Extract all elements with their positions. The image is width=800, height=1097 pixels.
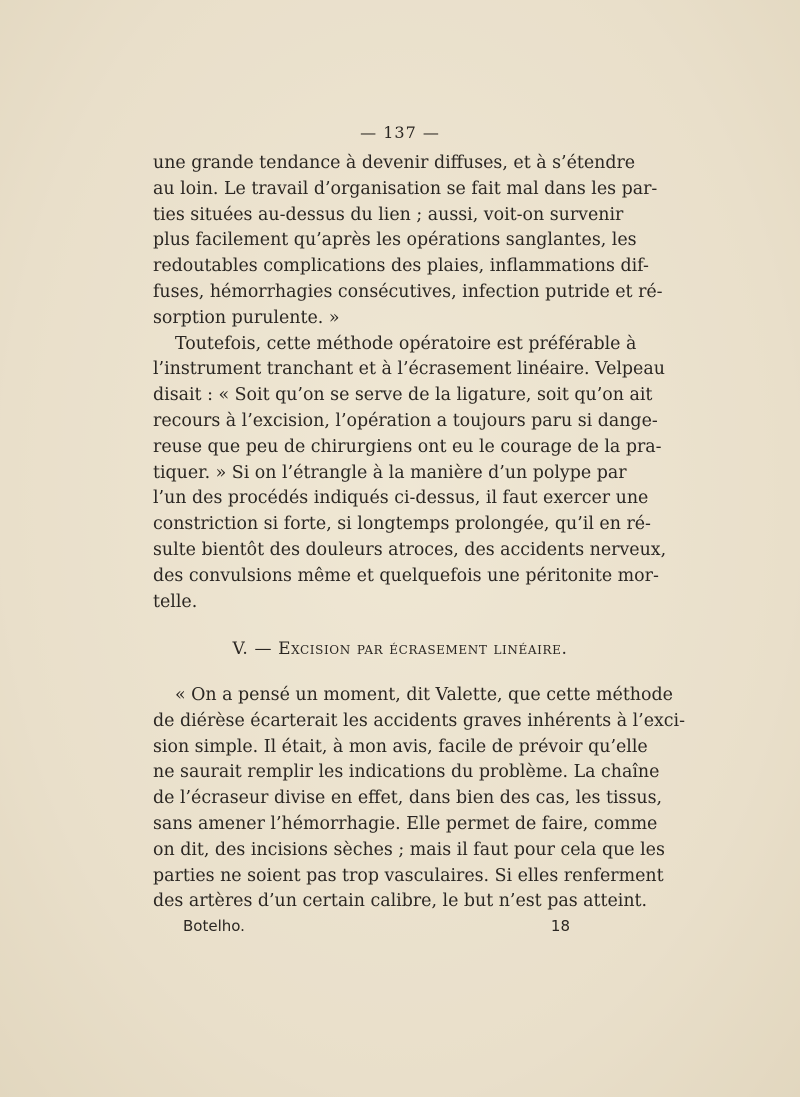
paragraph-line: une grande tendance à devenir diffuses, et à s’étendre [153, 153, 636, 173]
paragraph-line: recours à l’excision, l’opération a toujours paru si dange- [153, 410, 658, 431]
paragraph-line: reuse que peu de chirurgiens ont eu le courage de la pra- [153, 436, 662, 457]
paragraph-line: des convulsions même et quelquefois une péritonite mor- [153, 565, 659, 586]
paragraph-line: ties situées au-dessus du lien ; aussi, voit-on survenir [153, 204, 624, 225]
paragraph-line: l’un des procédés indiqués ci-dessus, il faut exercer une [153, 488, 649, 509]
paragraph-line: sulte bientôt des douleurs atroces, des accidents nerveux, [153, 539, 667, 560]
paragraph-line: l’instrument tranchant et à l’écrasement linéaire. Velpeau [153, 359, 665, 380]
paragraph-line: des artères d’un certain calibre, le but n’est pas atteint. [153, 891, 648, 912]
section-number: V. — [232, 639, 279, 659]
paragraph-line: plus facilement qu’après les opérations sanglantes, les [153, 230, 637, 251]
paragraph-line: sion simple. Il était, à mon avis, facile de prévoir qu’elle [153, 736, 648, 757]
paragraph-line: fuses, hémorrhagies consécutives, infection putride et ré- [153, 281, 663, 302]
section-title: Excision par écrasement linéaire. [278, 639, 568, 659]
paragraph-line: disait : « Soit qu’on se serve de la ligature, soit qu’on ait [153, 385, 653, 406]
paragraph-line: au loin. Le travail d’organisation se fait mal dans les par- [153, 178, 658, 199]
paragraph-line: redoutables complications des plaies, inflammations dif- [153, 256, 649, 277]
paragraph-line: sorption purulente. » [153, 307, 340, 328]
page-number: — 137 — [360, 123, 440, 142]
paragraph-line: on dit, des incisions sèches ; mais il faut pour cela que les [153, 839, 665, 860]
paragraph-line: constriction si forte, si longtemps prolongée, qu’il en ré- [153, 514, 651, 535]
paragraph-line: tiquer. » Si on l’étrangle à la manière d’un polype par [153, 462, 627, 483]
paragraph-line: de diérèse écarterait les accidents graves inhérents à l’exci- [153, 710, 685, 731]
footer-signature-mark: 18 [550, 917, 570, 935]
paragraph-line: de l’écraseur divise en effet, dans bien des cas, les tissus, [153, 788, 663, 809]
paragraph-line: telle. [153, 591, 198, 612]
paragraph-line: ne saurait remplir les indications du problème. La chaîne [153, 762, 660, 783]
paragraph-line: « On a pensé un moment, dit Valette, que cette méthode [175, 685, 673, 705]
section-heading [0, 639, 800, 659]
paragraph-line: sans amener l’hémorrhagie. Elle permet de faire, comme [153, 813, 658, 834]
paragraph-line: Toutefois, cette méthode opératoire est préférable à [175, 333, 637, 354]
text-block-top [153, 151, 667, 615]
paragraph-line: parties ne soient pas trop vasculaires. Si elles renferment [153, 865, 664, 886]
text-block-bottom [153, 683, 685, 915]
footer-author: Botelho. [183, 917, 245, 935]
